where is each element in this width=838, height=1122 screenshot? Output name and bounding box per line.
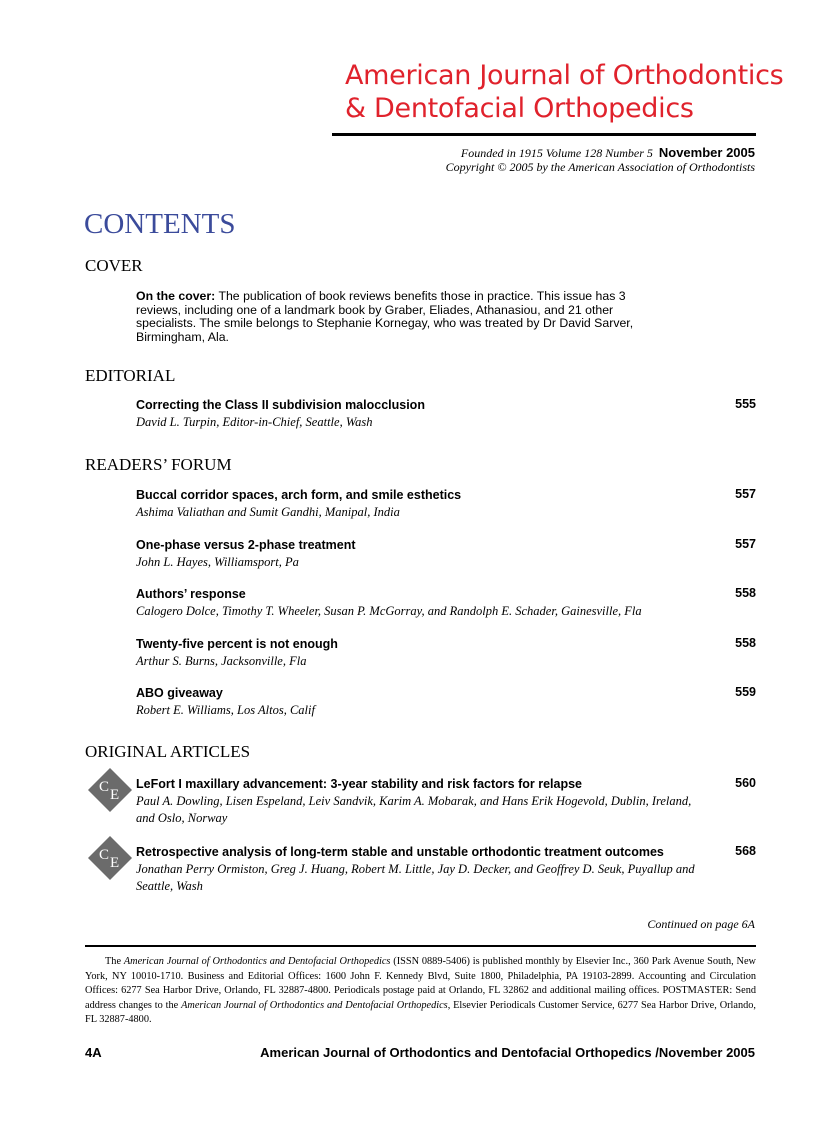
- svg-text:C: C: [99, 847, 110, 863]
- toc-entry[interactable]: [99, 776, 756, 827]
- founded-volume: Founded in 1915 Volume 128 Number 5: [460, 146, 653, 160]
- svg-text:E: E: [110, 855, 120, 871]
- entry-page: 558: [735, 636, 756, 650]
- ce-credit-badge-icon: [86, 834, 134, 882]
- entry-page: 558: [735, 586, 756, 600]
- cover-label: On the cover:: [136, 289, 216, 303]
- entry-title[interactable]: Correcting the Class II subdivision malocclusion: [136, 398, 425, 412]
- entry-title[interactable]: ABO giveaway: [136, 686, 223, 700]
- toc-entry[interactable]: [136, 636, 756, 670]
- copyright: Copyright © 2005 by the American Association of Orthodontists: [445, 160, 755, 174]
- toc-entry[interactable]: [136, 685, 756, 719]
- page-number: 4A: [85, 1045, 102, 1060]
- journal-logo-line2: & Dentofacial Orthopedics: [345, 93, 694, 124]
- section-cover: COVER: [85, 256, 143, 275]
- pub-journal-name: American Journal of Orthodontics and Dentofacial Orthopedics: [123, 956, 391, 967]
- issue-info: [461, 145, 755, 161]
- entry-title[interactable]: LeFort I maxillary advancement: 3-year stability and risk factors for relapse: [136, 777, 583, 791]
- pub-text: (ISSN 0889-5406) is published monthly by Elsevier Inc., 360 Park Avenue South, New York, NY 10010-1710. Business and Editorial Offices: 1600 John F. Kennedy Blvd, Suite 1800, Philadelphia, PA 19103-2899. Accounting and Circulation Offices: 6277 Sea Harbor Drive, Orlando, FL 32887-4800. Periodicals postage paid at Orlando, FL 32862 and additional mailing offices. POSTMASTER: Send address changes to the: [85, 956, 756, 1011]
- journal-logo-line1: American Journal of Orthodontics: [345, 60, 784, 91]
- footer-rule: [85, 945, 756, 947]
- running-title: American Journal of Orthodontics and Dentofacial Orthopedics /November 2005: [260, 1045, 755, 1060]
- contents-title: CONTENTS: [84, 208, 236, 240]
- issue-date: November 2005: [658, 145, 755, 160]
- entry-authors: David L. Turpin, Editor-in-Chief, Seattle, Wash: [136, 415, 373, 429]
- masthead-rule: [332, 133, 756, 136]
- continued-note: Continued on page 6A: [647, 917, 755, 931]
- entry-title[interactable]: Buccal corridor spaces, arch form, and smile esthetics: [136, 488, 462, 502]
- toc-entry[interactable]: [136, 487, 756, 521]
- toc-entry[interactable]: [99, 844, 756, 895]
- ce-credit-badge-icon: [86, 766, 134, 814]
- pub-text: , Elsevier Periodicals Customer Service, 6277 Sea Harbor Drive, Orlando, FL 32887-4800.: [85, 999, 757, 1025]
- cover-description: [136, 290, 666, 344]
- entry-page: 557: [735, 487, 756, 501]
- entry-title[interactable]: Twenty-five percent is not enough: [136, 637, 338, 651]
- toc-entry[interactable]: [136, 586, 756, 620]
- entry-authors: Paul A. Dowling, Lisen Espeland, Leiv Sandvik, Karim A. Mobarak, and Hans Erik Hogevold, Dublin, Ireland, and Oslo, Norway: [136, 794, 692, 825]
- entry-title[interactable]: Retrospective analysis of long-term stable and unstable orthodontic treatment outcomes: [136, 845, 664, 859]
- entry-page: 568: [735, 844, 756, 858]
- entry-title[interactable]: Authors’ response: [136, 587, 246, 601]
- publisher-statement: [85, 955, 756, 1028]
- cover-text: The publication of book reviews benefits those in practice. This issue has 3 reviews, including one of a landmark book by Graber, Eliades, Athanasiou, and 21 other specialists. The smile belongs to Stephanie Kornegay, who was treated by Dr David Sarver, Birmingham, Ala.: [136, 289, 634, 344]
- toc-entry[interactable]: [136, 537, 756, 571]
- pub-journal-name: American Journal of Orthodontics and Dentofacial Orthopedics: [181, 999, 448, 1011]
- entry-page: 560: [735, 776, 756, 790]
- section-editorial: EDITORIAL: [85, 366, 176, 385]
- entry-title[interactable]: One-phase versus 2-phase treatment: [136, 538, 356, 552]
- entry-page: 557: [735, 537, 756, 551]
- entry-authors: Ashima Valiathan and Sumit Gandhi, Manipal, India: [136, 505, 400, 519]
- entry-authors: Robert E. Williams, Los Altos, Calif: [136, 703, 315, 717]
- svg-text:E: E: [110, 787, 120, 803]
- section-original-articles: ORIGINAL ARTICLES: [85, 742, 251, 761]
- svg-text:C: C: [99, 779, 110, 795]
- entry-page: 559: [735, 685, 756, 699]
- section-readers-forum: READERS’ FORUM: [85, 455, 232, 474]
- pub-text: The: [105, 956, 124, 967]
- entry-authors: John L. Hayes, Williamsport, Pa: [136, 555, 299, 569]
- entry-authors: Arthur S. Burns, Jacksonville, Fla: [136, 654, 307, 668]
- entry-page: 555: [735, 397, 756, 411]
- toc-entry[interactable]: [136, 397, 756, 431]
- entry-authors: Jonathan Perry Ormiston, Greg J. Huang, Robert M. Little, Jay D. Decker, and Geoffrey D. Seuk, Puyallup and Seattle, Wash: [136, 862, 695, 893]
- entry-authors: Calogero Dolce, Timothy T. Wheeler, Susan P. McGorray, and Randolph E. Schader, Gainesville, Fla: [136, 604, 642, 618]
